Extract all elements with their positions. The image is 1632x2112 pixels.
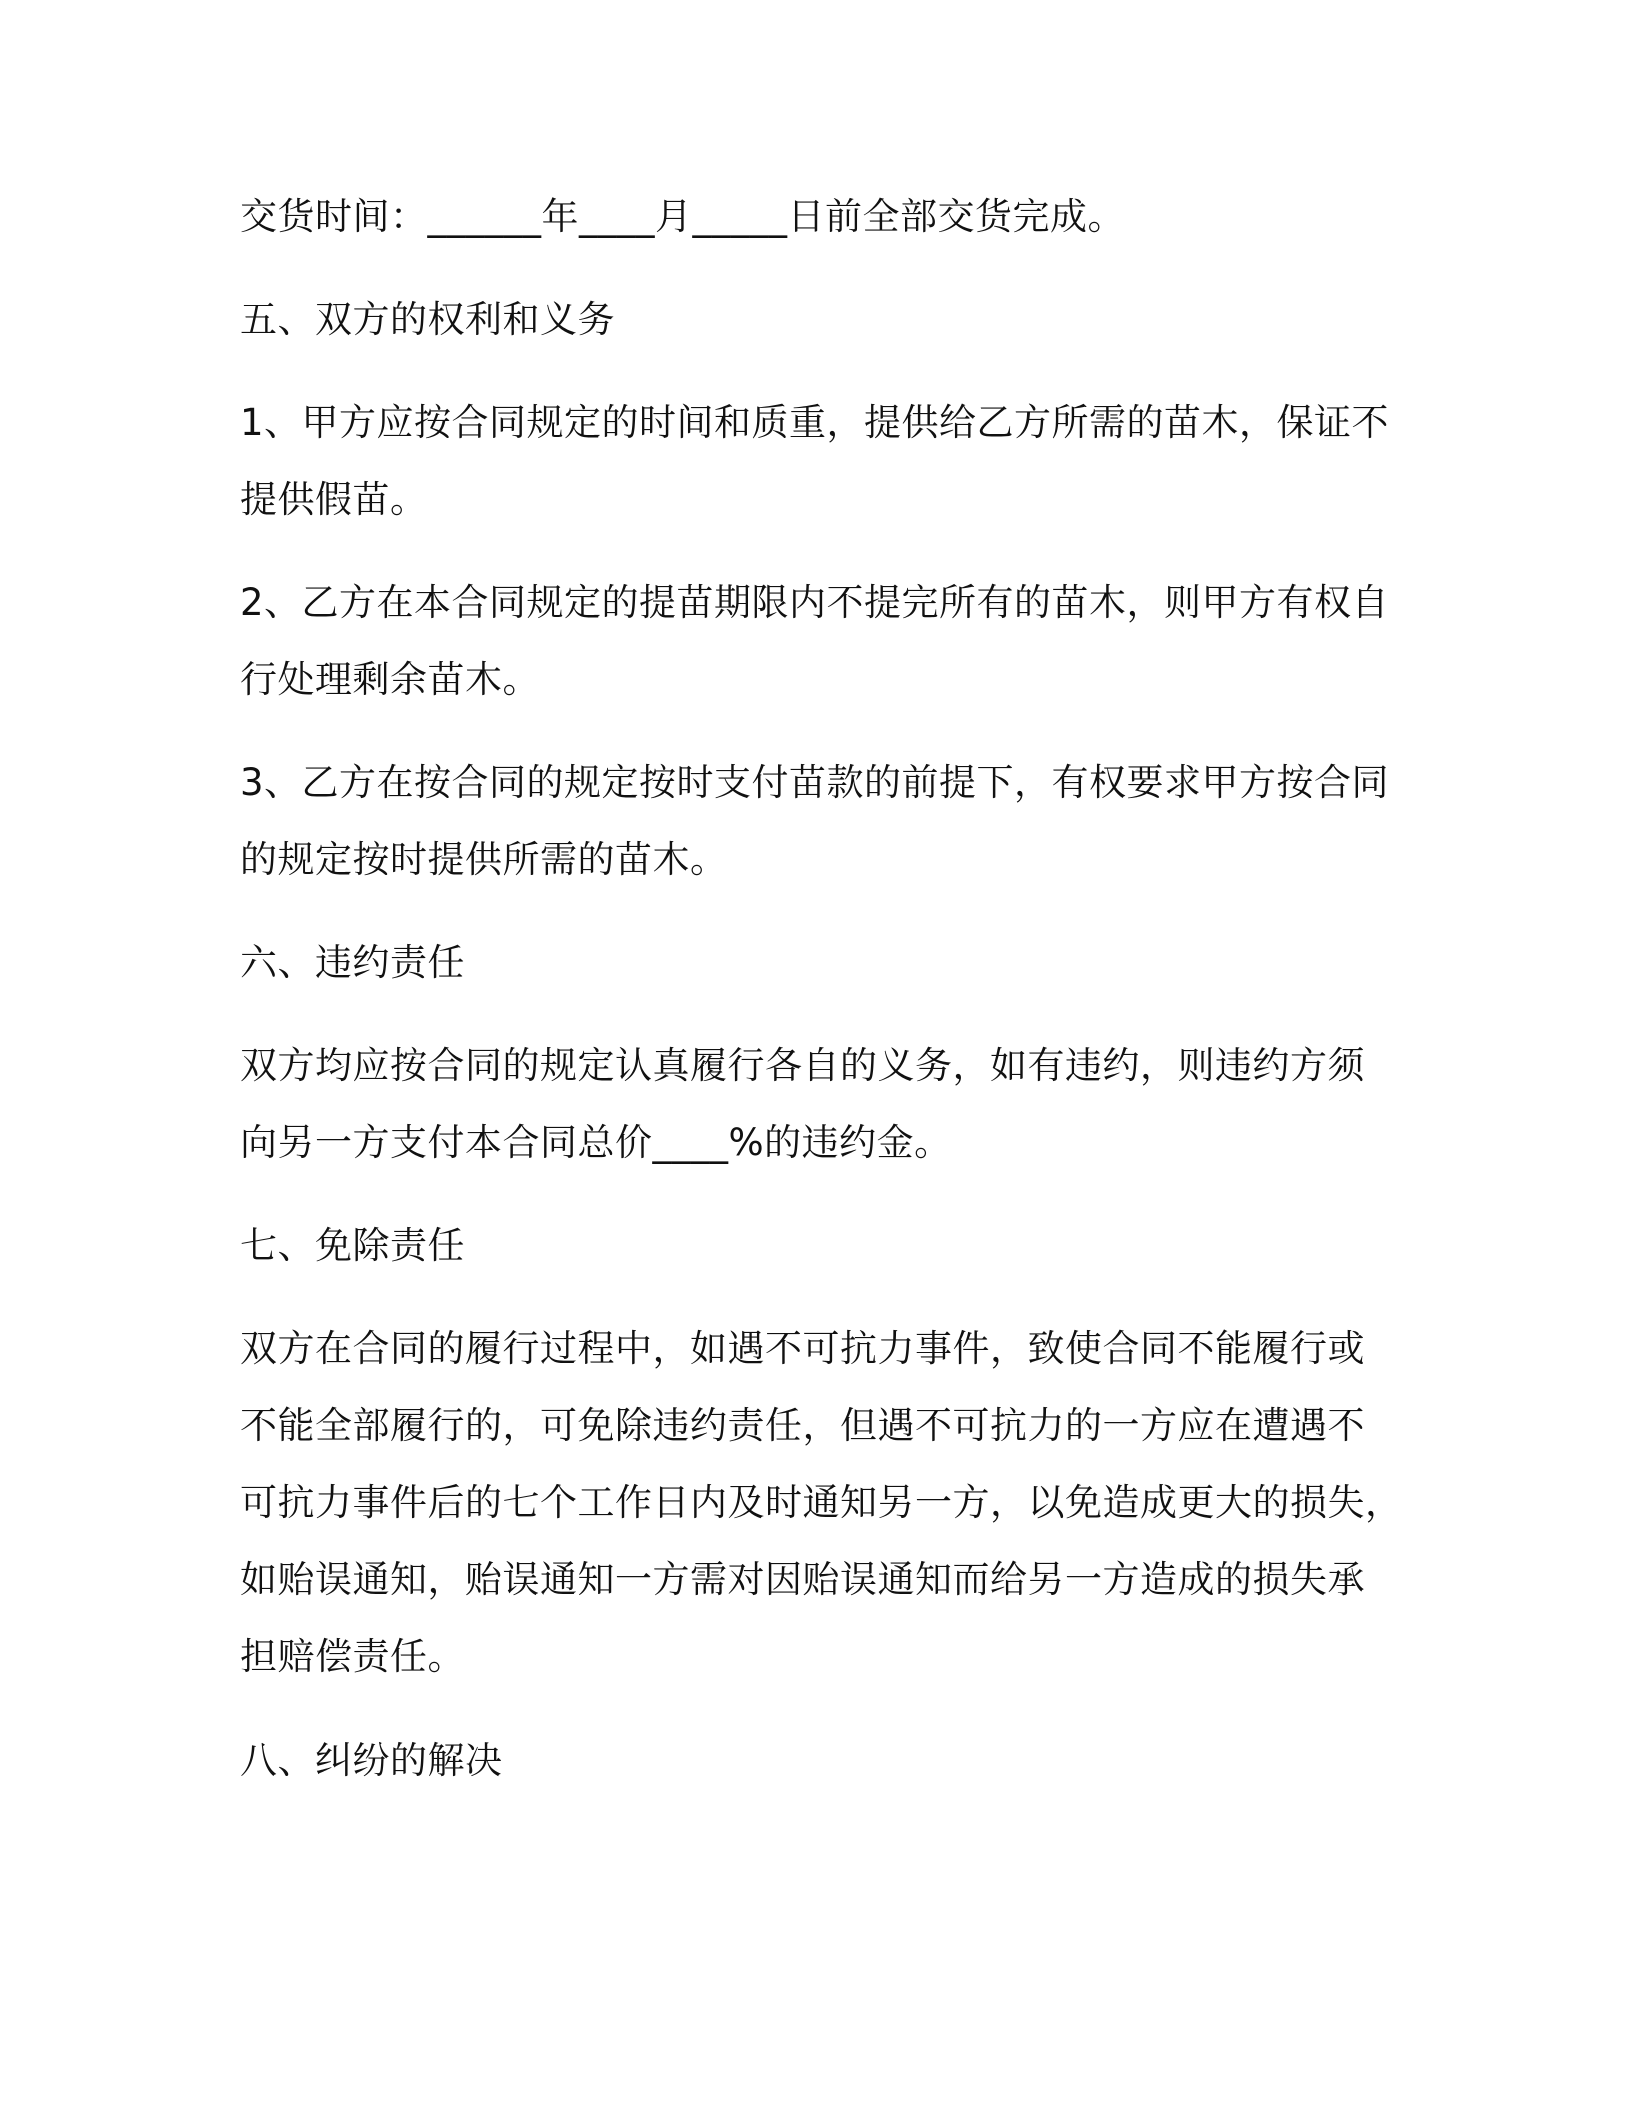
paragraph-line: 可抗力事件后的七个工作日内及时通知另一方，以免造成更大的损失， — [240, 1481, 1403, 1524]
clause-3 — [240, 744, 1390, 898]
clause-1 — [240, 384, 1390, 538]
paragraph-line: 3、乙方在按合同的规定按时支付苗款的前提下，有权要求甲方按合同 — [240, 761, 1390, 804]
section-heading-rights-obligations — [240, 281, 1390, 358]
breach-paragraph — [240, 1027, 1390, 1181]
section-heading: 六、违约责任 — [240, 941, 465, 984]
clause-2 — [240, 564, 1390, 718]
section-heading: 五、双方的权利和义务 — [240, 298, 615, 341]
section-heading-exemption — [240, 1207, 1390, 1284]
paragraph-line: 双方均应按合同的规定认真履行各自的义务，如有违约，则违约方须 — [240, 1044, 1365, 1087]
paragraph-line: 交货时间：______年____月_____日前全部交货完成。 — [240, 195, 1125, 238]
delivery-time-paragraph — [240, 178, 1390, 255]
exemption-paragraph — [240, 1310, 1403, 1695]
section-heading: 七、免除责任 — [240, 1224, 465, 1267]
section-heading: 八、纠纷的解决 — [240, 1739, 503, 1782]
paragraph-line: 2、乙方在本合同规定的提苗期限内不提完所有的苗木，则甲方有权自 — [240, 581, 1390, 624]
paragraph-line: 提供假苗。 — [240, 478, 428, 521]
paragraph-line: 担赔偿责任。 — [240, 1635, 465, 1678]
paragraph-line: 向另一方支付本合同总价____%的违约金。 — [240, 1121, 952, 1164]
paragraph-line: 双方在合同的履行过程中，如遇不可抗力事件，致使合同不能履行或 — [240, 1327, 1365, 1370]
paragraph-line: 不能全部履行的，可免除违约责任，但遇不可抗力的一方应在遭遇不 — [240, 1404, 1365, 1447]
paragraph-line: 如贻误通知，贻误通知一方需对因贻误通知而给另一方造成的损失承 — [240, 1558, 1365, 1601]
section-heading-dispute — [240, 1722, 1390, 1799]
paragraph-line: 行处理剩余苗木。 — [240, 658, 540, 701]
paragraph-line: 1、甲方应按合同规定的时间和质重，提供给乙方所需的苗木，保证不 — [240, 401, 1390, 444]
section-heading-breach — [240, 924, 1390, 1001]
paragraph-line: 的规定按时提供所需的苗木。 — [240, 838, 728, 881]
